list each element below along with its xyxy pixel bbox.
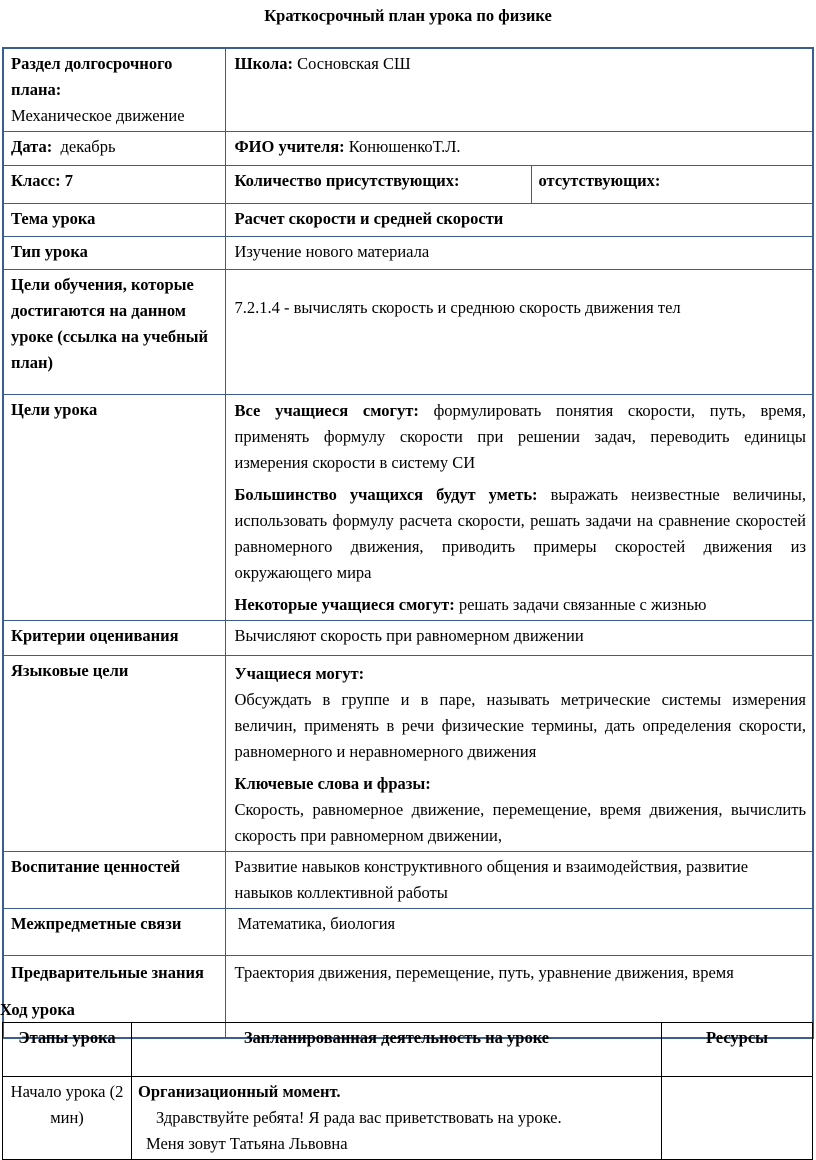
lesson-goals-label: Цели урока bbox=[3, 395, 225, 621]
section-label: Раздел долгосрочного плана: bbox=[11, 54, 173, 99]
school-cell bbox=[225, 48, 813, 132]
keywords-value: Скорость, равномерное движение, перемещение, время движения, вычислить скорость при равномерном движении, bbox=[234, 800, 806, 845]
all-students-goal bbox=[235, 398, 807, 476]
lesson-flow-table bbox=[2, 1022, 813, 1160]
col-resources-header: Ресурсы bbox=[662, 1023, 813, 1077]
type-value: Изучение нового материала bbox=[225, 237, 813, 270]
most-label: Большинство учащихся будут уметь: bbox=[234, 485, 538, 504]
teacher-label: ФИО учителя: bbox=[234, 137, 345, 156]
row1-resources bbox=[662, 1077, 813, 1160]
row1-activity bbox=[132, 1077, 662, 1160]
lesson-heading: Ход урока bbox=[0, 1000, 75, 1019]
row1-stage: Начало урока (2 мин) bbox=[3, 1077, 132, 1160]
absent-label: отсутствующих: bbox=[531, 166, 813, 204]
table-row bbox=[3, 204, 813, 237]
page-title: Краткосрочный план урока по физике bbox=[264, 6, 552, 25]
section-cell bbox=[3, 48, 225, 132]
table-row bbox=[3, 237, 813, 270]
prior-value: Траектория движения, перемещение, путь, уравнение движения, время bbox=[225, 956, 813, 1038]
teacher-value: КонюшенкоТ.Л. bbox=[348, 137, 461, 156]
table-row bbox=[3, 852, 813, 909]
topic-label: Тема урока bbox=[3, 204, 225, 237]
all-label: Все учащиеся смогут: bbox=[234, 401, 419, 420]
school-value: Сосновская СШ bbox=[297, 54, 411, 73]
col-stages-header: Этапы урока bbox=[3, 1023, 132, 1077]
criteria-label: Критерии оценивания bbox=[3, 621, 225, 656]
class-label: Класс: 7 bbox=[3, 166, 225, 204]
table-row bbox=[3, 48, 813, 132]
date-cell bbox=[3, 132, 225, 166]
some-students-goal bbox=[235, 592, 807, 618]
date-label: Дата: bbox=[11, 137, 53, 156]
row1-line1: Здравствуйте ребята! Я рада вас приветствовать на уроке. bbox=[156, 1108, 562, 1127]
topic-value: Расчет скорости и средней скорости bbox=[225, 204, 813, 237]
lesson-plan-table bbox=[2, 47, 814, 1039]
table-row bbox=[3, 1077, 813, 1160]
students-can-label: Учащиеся могут: bbox=[234, 664, 365, 683]
table-row bbox=[3, 909, 813, 956]
cross-label: Межпредметные связи bbox=[3, 909, 225, 956]
most-value: выражать неизвестные величины, использовать формулу расчета скорости, решать задачи на сравнение скоростей равномерного движения, приводить примеры скоростей движения из окружающего мира bbox=[234, 485, 806, 582]
table-row bbox=[3, 395, 813, 621]
keywords-label: Ключевые слова и фразы: bbox=[234, 774, 431, 793]
lesson-goals-cell bbox=[225, 395, 813, 621]
present-label: Количество присутствующих: bbox=[225, 166, 531, 204]
values-label: Воспитание ценностей bbox=[3, 852, 225, 909]
date-value: декабрь bbox=[60, 137, 116, 156]
row1-title: Организационный момент. bbox=[138, 1082, 341, 1101]
teacher-cell bbox=[225, 132, 813, 166]
learning-goals-label: Цели обучения, которые достигаются на данном уроке (ссылка на учебный план) bbox=[3, 270, 225, 395]
language-cell bbox=[225, 656, 813, 852]
values-value: Развитие навыков конструктивного общения и взаимодействия, развитие навыков коллективной работы bbox=[225, 852, 813, 909]
table-row bbox=[3, 166, 813, 204]
learning-goals-value: 7.2.1.4 - вычислять скорость и среднюю скорость движения тел bbox=[225, 270, 813, 395]
school-label: Школа: bbox=[234, 54, 293, 73]
prior-label: Предварительные знания bbox=[3, 956, 225, 1038]
table-row bbox=[3, 132, 813, 166]
language-label: Языковые цели bbox=[3, 656, 225, 852]
table-row bbox=[3, 1023, 813, 1077]
table-row bbox=[3, 270, 813, 395]
some-value: решать задачи связанные с жизнью bbox=[458, 595, 707, 614]
all-value: формулировать понятия скорости, путь, время, применять формулу скорости при решении задач, переводить единицы измерения скорости в систему СИ bbox=[234, 401, 807, 472]
section-value: Механическое движение bbox=[11, 106, 185, 125]
criteria-value: Вычисляют скорость при равномерном движении bbox=[225, 621, 813, 656]
table-row bbox=[3, 621, 813, 656]
row1-line2: Меня зовут Татьяна Львовна bbox=[146, 1134, 348, 1153]
some-label: Некоторые учащиеся смогут: bbox=[234, 595, 455, 614]
type-label: Тип урока bbox=[3, 237, 225, 270]
table-row bbox=[3, 656, 813, 852]
cross-value: Математика, биология bbox=[225, 909, 813, 956]
students-can-value: Обсуждать в группе и в паре, называть метрические системы измерения величин, применять в речи физические термины, дать определения скорости, равномерного и неравномерного движения bbox=[234, 690, 806, 761]
col-activity-header: Запланированная деятельность на уроке bbox=[132, 1023, 662, 1077]
most-students-goal bbox=[235, 482, 807, 586]
